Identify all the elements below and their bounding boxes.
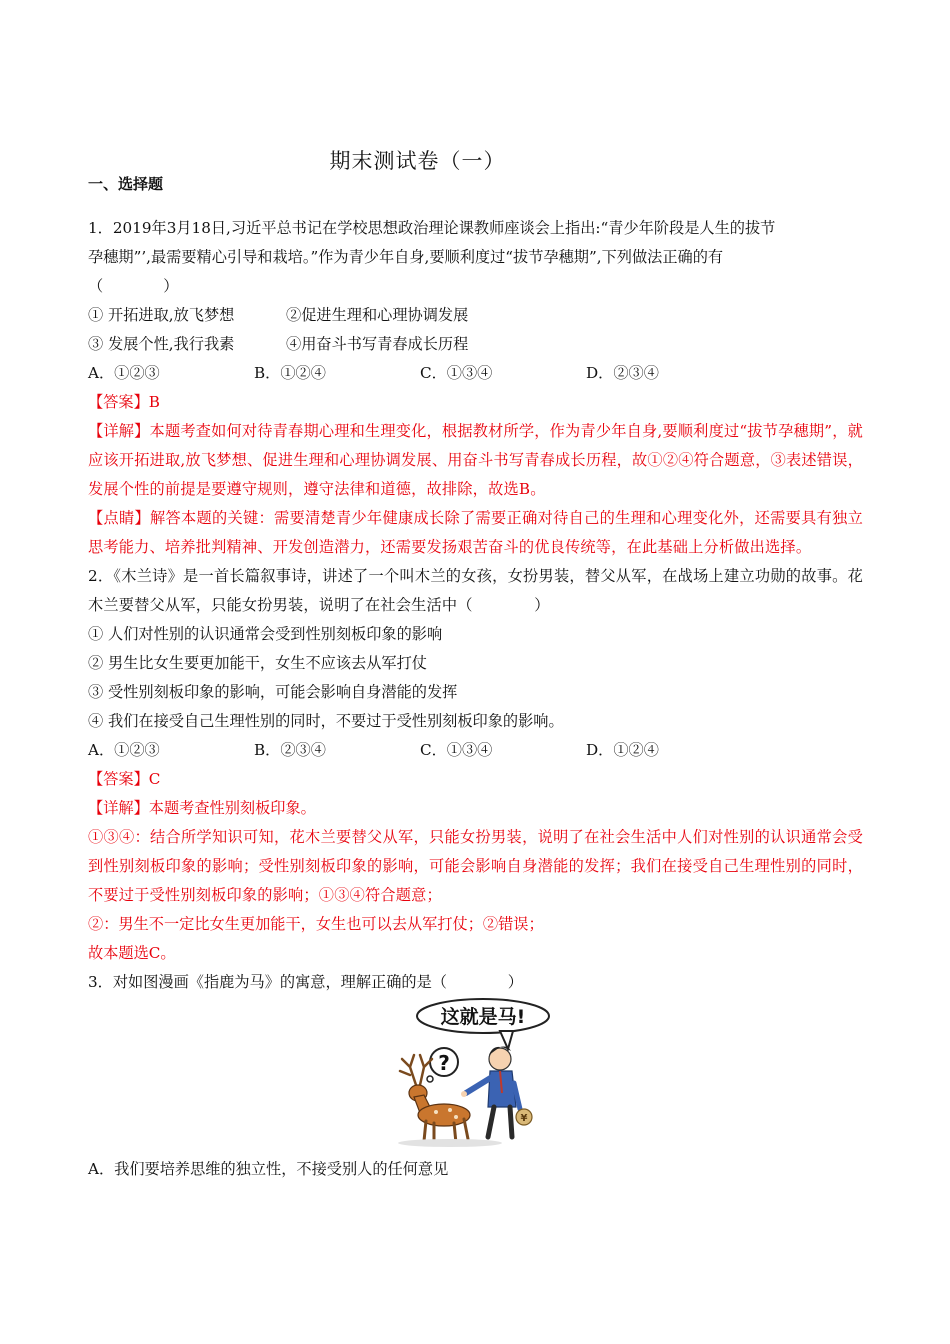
q1-answer: 【答案】B [88, 393, 160, 411]
q1-item-2: ②促进生理和心理协调发展 [286, 306, 469, 324]
q2-item-2: ② 男生比女生要更加能干，女生不应该去从军打仗 [88, 654, 427, 672]
q1-option-d: D．②③④ [586, 364, 659, 382]
q2-detail-2: ②：男生不一定比女生更加能干，女生也可以去从军打仗；②错误； [88, 915, 544, 933]
q2-detail-head: 【详解】本题考查性别刻板印象。 [88, 799, 316, 817]
q1-option-c: C．①③④ [420, 364, 493, 382]
q1-option-a: A．①②③ [88, 364, 160, 382]
q2-options [88, 736, 863, 765]
money-bag-symbol: ¥ [520, 1113, 528, 1124]
q1-option-b: B．①②④ [254, 364, 326, 382]
q2-stem: 2．《木兰诗》是一首长篇叙事诗，讲述了一个叫木兰的女孩，女扮男装，替父从军，在战场上建立功勋的故事。花木兰要替父从军，只能女扮男装，说明了在社会生活中（ ） [88, 567, 863, 614]
deer-horse-cartoon [380, 997, 554, 1149]
q1-item-1: ① 开拓进取,放飞梦想 [88, 306, 235, 324]
speech-bubble-text: 这就是马! [440, 1006, 526, 1028]
q2-item-1: ① 人们对性别的认识通常会受到性别刻板印象的影响 [88, 625, 443, 643]
q2-detail-3: 故本题选C。 [88, 944, 176, 962]
q1-detail: 【详解】本题考查如何对待青春期心理和生理变化，根据教材所学，作为青少年自身,要顺利度过“拔节孕穗期”，就应该开拓进取,放飞梦想、促进生理和心理协调发展、用奋斗书写青春成长历程，故①②④符合题意，③表述错误，发展个性的前提是要遵守规则，遵守法律和道德，故排除，故选B。 [88, 422, 863, 498]
q2-detail-1: ①③④：结合所学知识可知，花木兰要替父从军，只能女扮男装，说明了在社会生活中人们对性别的认识通常会受到性别刻板印象的影响；受性别刻板印象的影响，可能会影响自身潜能的发挥；我们在接受自己生理性别的同时，不要过于受性别刻板印象的影响；①③④符合题意； [88, 828, 863, 904]
q1-items-row-1 [88, 301, 863, 330]
q1-options [88, 359, 863, 388]
paren-close: ） [163, 277, 179, 295]
q1-stem-line-2: 孕穗期”’,最需要精心引导和栽培。”作为青少年自身,要顺利度过“拔节孕穗期”,下列做法正确的有 [88, 248, 724, 266]
paren-open: （ [88, 277, 104, 295]
page-title: 期末测试卷（一） [329, 149, 506, 173]
q1-tip: 【点睛】解答本题的关键：需要清楚青少年健康成长除了需要正确对待自己的生理和心理变化外，还需要具有独立思考能力、培养批判精神、开发创造潜力，还需要发扬艰苦奋斗的优良传统等，在此基础上分析做出选择。 [88, 509, 863, 556]
q2-item-3: ③ 受性别刻板印象的影响，可能会影响自身潜能的发挥 [88, 683, 458, 701]
q1-answer-blank [88, 272, 863, 301]
q2-answer: 【答案】C [88, 770, 161, 788]
q2-option-a: A．①②③ [88, 741, 160, 759]
q3-option-a: A．我们要培养思维的独立性，不接受别人的任何意见 [88, 1160, 449, 1178]
q1-item-4: ④用奋斗书写青春成长历程 [286, 335, 469, 353]
q3-figure [88, 997, 863, 1155]
q2-option-c: C．①③④ [420, 741, 493, 759]
q2-option-b: B．②③④ [254, 741, 326, 759]
q3-stem: 3．对如图漫画《指鹿为马》的寓意，理解正确的是（ ） [88, 973, 523, 991]
q2-item-4: ④ 我们在接受自己生理性别的同时，不要过于受性别刻板印象的影响。 [88, 712, 564, 730]
q2-option-d: D．①②④ [586, 741, 659, 759]
q1-stem-line-1: 1．2019年3月18日,习近平总书记在学校思想政治理论课教师座谈会上指出:“青少年阶段是人生的拔节 [88, 219, 776, 237]
question-mark: ? [438, 1051, 450, 1075]
document-body [88, 214, 863, 1184]
q1-items-row-2 [88, 330, 863, 359]
q1-item-3: ③ 发展个性,我行我素 [88, 335, 235, 353]
section-heading: 一、选择题 [88, 175, 164, 193]
